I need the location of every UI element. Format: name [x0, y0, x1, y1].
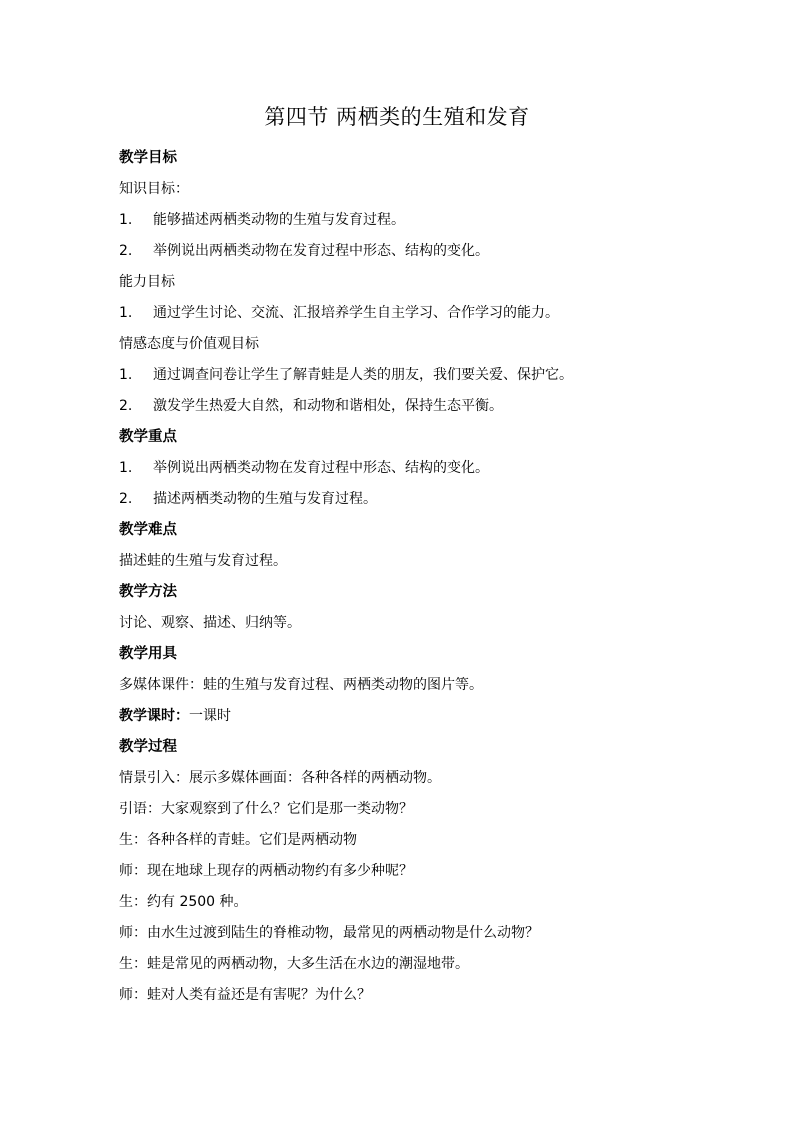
list-item	[119, 236, 699, 267]
paragraph-line: 生：蛙是常见的两栖动物，大多生活在水边的潮湿地带。	[119, 956, 469, 972]
paragraph-line: 引语：大家观察到了什么？它们是那一类动物？	[119, 801, 413, 817]
section-heading: 教学目标	[119, 150, 177, 166]
section-heading: 教学方法	[119, 584, 177, 600]
paragraph-line: 情景引入：展示多媒体画面：各种各样的两栖动物。	[119, 770, 441, 786]
list-item-number: 1.	[119, 212, 133, 228]
paragraph-line: 师：蛙对人类有益还是有害呢？为什么？	[119, 987, 371, 1003]
list-item-text: 举例说出两栖类动物在发育过程中形态、结构的变化。	[153, 460, 489, 476]
list-item-text: 举例说出两栖类动物在发育过程中形态、结构的变化。	[153, 243, 489, 259]
labeled-line	[119, 701, 699, 732]
section-heading: 教学重点	[119, 429, 177, 445]
list-item-number: 1.	[119, 367, 133, 383]
paragraph-line: 生：约有 2500 种。	[119, 894, 248, 910]
list-item	[119, 453, 699, 484]
list-item-number: 1.	[119, 305, 133, 321]
list-item	[119, 360, 699, 391]
document-body	[119, 143, 699, 1011]
paragraph-line: 多媒体课件：蛙的生殖与发育过程、两栖类动物的图片等。	[119, 677, 483, 693]
list-item-text: 通过调查问卷让学生了解青蛙是人类的朋友，我们要关爱、保护它。	[153, 367, 573, 383]
list-item	[119, 484, 699, 515]
line-label: 教学课时：	[119, 708, 189, 724]
paragraph-line: 情感态度与价值观目标	[119, 336, 259, 352]
list-item	[119, 391, 699, 422]
paragraph-line: 描述蛙的生殖与发育过程。	[119, 553, 287, 569]
list-item	[119, 205, 699, 236]
paragraph-line: 讨论、观察、描述、归纳等。	[119, 615, 301, 631]
list-item	[119, 298, 699, 329]
line-value: 一课时	[189, 708, 231, 724]
paragraph-line: 能力目标	[119, 274, 175, 290]
list-item-text: 通过学生讨论、交流、汇报培养学生自主学习、合作学习的能力。	[153, 305, 559, 321]
list-item-number: 2.	[119, 398, 133, 414]
list-item-text: 描述两栖类动物的生殖与发育过程。	[153, 491, 377, 507]
list-item-number: 2.	[119, 491, 133, 507]
section-heading: 教学难点	[119, 522, 177, 538]
list-item-number: 1.	[119, 460, 133, 476]
section-heading: 教学用具	[119, 646, 177, 662]
paragraph-line: 师：由水生过渡到陆生的脊椎动物，最常见的两栖动物是什么动物？	[119, 925, 539, 941]
page-title: 第四节 两栖类的生殖和发育	[264, 105, 530, 129]
paragraph-line: 生：各种各样的青蛙。它们是两栖动物	[119, 832, 357, 848]
paragraph-line: 知识目标：	[119, 181, 189, 197]
paragraph-line: 师：现在地球上现存的两栖动物约有多少种呢？	[119, 863, 413, 879]
list-item-text: 能够描述两栖类动物的生殖与发育过程。	[153, 212, 405, 228]
list-item-text: 激发学生热爱大自然，和动物和谐相处，保持生态平衡。	[153, 398, 503, 414]
section-heading: 教学过程	[119, 739, 177, 755]
list-item-number: 2.	[119, 243, 133, 259]
